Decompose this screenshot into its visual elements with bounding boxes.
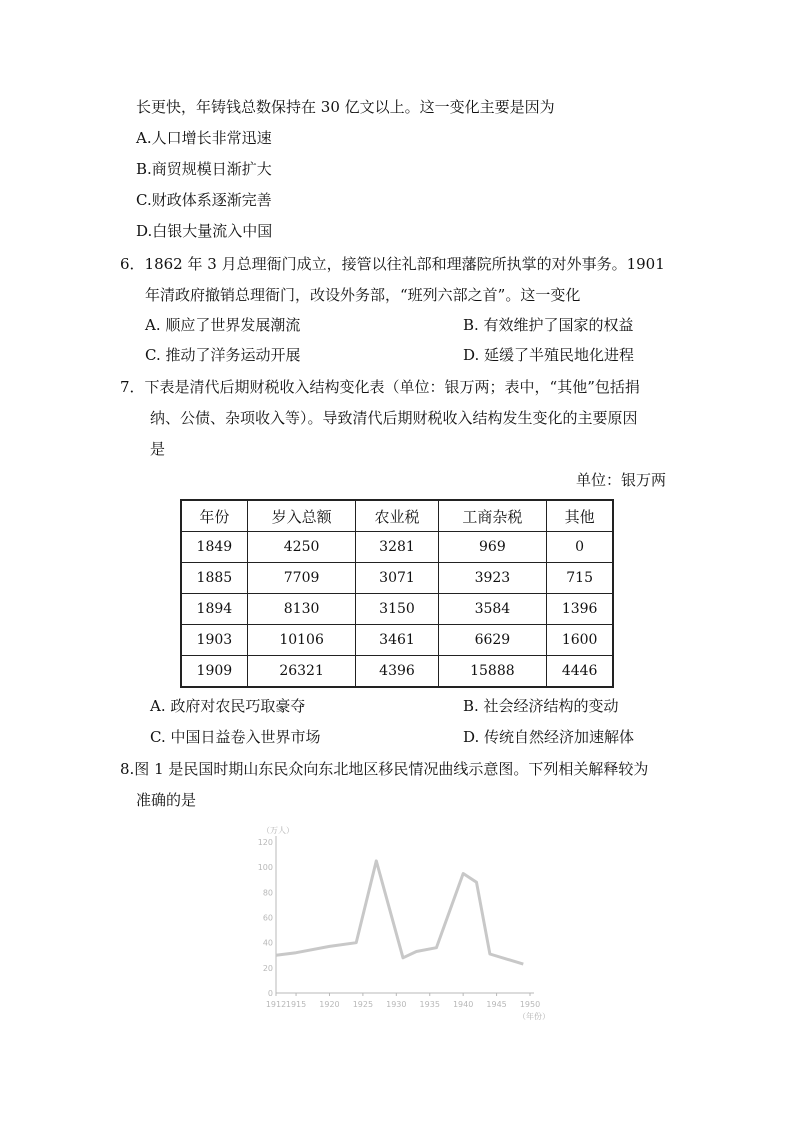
table-header-row (181, 500, 613, 532)
cell: 15888 (438, 656, 547, 688)
y-axis-label: （万人） (262, 826, 294, 835)
header-total: 岁入总额 (247, 500, 356, 532)
cell: 3071 (356, 563, 438, 594)
q7-stem-line2: 纳、公债、杂项收入等）。导致清代后期财税收入结构发生变化的主要原因 (150, 409, 638, 427)
cell: 1396 (547, 594, 613, 625)
y-tick-label: 60 (262, 913, 273, 923)
x-tick-label: 1935 (419, 1000, 440, 1009)
cell: 0 (547, 532, 613, 563)
q7-stem-line3: 是 (150, 440, 166, 458)
x-tick-label: 1950 (519, 1000, 541, 1009)
header-agri-tax: 农业税 (356, 500, 438, 532)
table-row (181, 532, 613, 563)
y-tick-label: 120 (257, 838, 273, 847)
chart-ticks (258, 838, 540, 1009)
cell: 10106 (247, 625, 356, 656)
cell: 1885 (181, 563, 247, 594)
q6-option-a: A. 顺应了世界发展潮流 (145, 316, 301, 334)
y-tick-label: 100 (257, 863, 273, 873)
cell: 6629 (438, 625, 547, 656)
q7-option-c: C. 中国日益卷入世界市场 (150, 728, 321, 746)
cell: 1903 (181, 625, 247, 656)
q5-continuation: 长更快，年铸钱总数保持在 30 亿文以上。这一变化主要是因为 (136, 98, 555, 116)
x-axis-label: （年份） (518, 1012, 550, 1021)
q6-stem-line2: 年清政府撤销总理衙门，改设外务部，“班列六部之首”。这一变化 (145, 286, 581, 304)
cell: 715 (547, 563, 613, 594)
table-row (181, 656, 613, 688)
q7-option-d: D. 传统自然经济加速解体 (463, 728, 635, 746)
q6-stem-line1: 6．1862 年 3 月总理衙门成立，接管以往礼部和理藩院所执掌的对外事务。1901 (120, 255, 665, 273)
cell: 4250 (247, 532, 356, 563)
q5-option-d: D.白银大量流入中国 (136, 222, 273, 240)
cell: 3923 (438, 563, 547, 594)
cell: 1909 (181, 656, 247, 688)
q7-option-a: A. 政府对农民巧取豪夺 (150, 697, 306, 715)
q5-option-c: C.财政体系逐渐完善 (136, 191, 272, 209)
cell: 4396 (356, 656, 438, 688)
q6-option-d: D. 延缓了半殖民地化进程 (463, 346, 635, 364)
table-unit: 单位：银万两 (576, 471, 667, 489)
q8-stem-line2: 准确的是 (136, 791, 197, 809)
q5-option-b: B.商贸规模日渐扩大 (136, 160, 272, 178)
cell: 1894 (181, 594, 247, 625)
header-year: 年份 (181, 500, 247, 532)
cell: 3584 (438, 594, 547, 625)
cell: 1600 (547, 625, 613, 656)
q6-option-b: B. 有效维护了国家的权益 (463, 316, 634, 334)
table-row (181, 594, 613, 625)
y-tick-label: 20 (262, 963, 273, 973)
x-tick-label: 1945 (486, 1000, 507, 1009)
x-tick-label: 1925 (352, 1000, 374, 1009)
cell: 26321 (247, 656, 356, 688)
header-other: 其他 (547, 500, 613, 532)
y-tick-label: 0 (267, 989, 273, 998)
cell: 3150 (356, 594, 438, 625)
x-tick-label: 1930 (386, 1000, 407, 1009)
cell: 3281 (356, 532, 438, 563)
y-tick-label: 80 (262, 888, 273, 898)
x-tick-label: 1920 (319, 1000, 340, 1009)
x-tick-label: 1912 (265, 1000, 287, 1009)
q7-stem-line1: 7．下表是清代后期财税收入结构变化表（单位：银万两；表中，“其他”包括捐 (120, 378, 640, 396)
chart-axes (276, 836, 534, 993)
series-line (276, 861, 523, 964)
y-tick-label: 40 (262, 938, 273, 948)
header-commerce-tax: 工商杂税 (438, 500, 547, 532)
cell: 7709 (247, 563, 356, 594)
revenue-table (180, 499, 614, 688)
q8-stem-line1: 8.图 1 是民国时期山东民众向东北地区移民情况曲线示意图。下列相关解释较为 (120, 760, 649, 778)
q6-option-c: C. 推动了洋务运动开展 (145, 346, 301, 364)
q7-option-b: B. 社会经济结构的变动 (463, 697, 619, 715)
cell: 3461 (356, 625, 438, 656)
cell: 8130 (247, 594, 356, 625)
x-tick-label: 1940 (452, 1000, 474, 1009)
cell: 1849 (181, 532, 247, 563)
table-row (181, 563, 613, 594)
cell: 4446 (547, 656, 613, 688)
migration-line-chart (255, 820, 555, 1030)
x-tick-label: 1915 (285, 1000, 307, 1009)
q5-option-a: A.人口增长非常迅速 (136, 129, 272, 147)
cell: 969 (438, 532, 547, 563)
table-row (181, 625, 613, 656)
